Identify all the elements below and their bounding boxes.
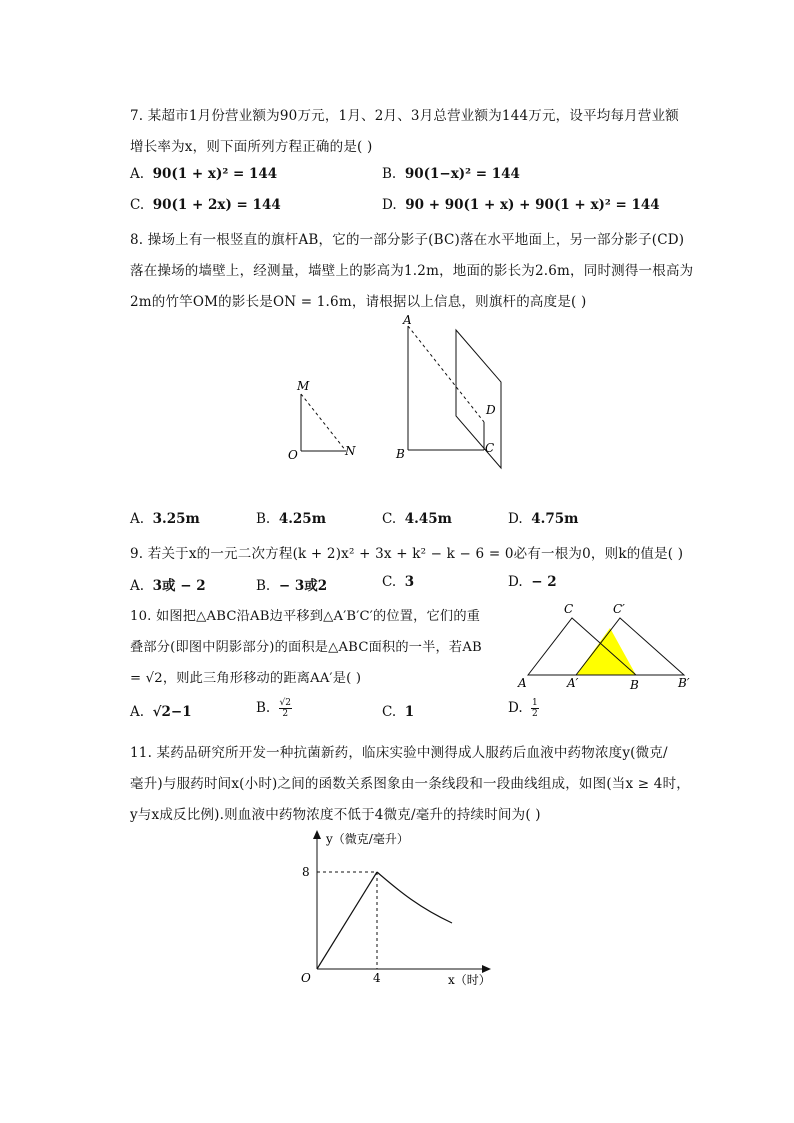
q10-stem-line2: 叠部分(即图中阴影部分)的面积是△ABC面积的一半，若AB [130,640,482,655]
fraction-1-over-2: $\frac{1}{2}$ [531,698,538,719]
label-b: B [396,447,405,461]
q9-option-a[interactable]: A. 3或 − 2 [130,578,206,594]
q7-option-a[interactable]: A. 90(1 + x)² = 144 [130,166,278,182]
label-b-prime: B′ [678,676,690,690]
origin-label: O [301,971,311,985]
q7-option-c[interactable]: C. 90(1 + 2x) = 144 [130,197,281,213]
label-m: M [297,379,310,393]
label-n: N [345,444,356,458]
fraction-sqrt2-over-2: $\frac{√2}{2}$ [279,698,291,719]
q7-option-b[interactable]: B. 90(1−x)² = 144 [382,166,520,182]
q8-stem-line3: 2m的竹竿OM的影长是ON = 1.6m，请根据以上信息，则旗杆的高度是( ) [130,294,587,310]
y-axis-arrow [313,830,321,839]
q10-option-a[interactable]: A. √2−1 [130,704,192,720]
q11-stem-line2: 毫升)与服药时间x(小时)之间的函数关系图象由一条线段和一段曲线组成，如图(当x ≥ 4时， [130,776,690,792]
y-tick-8: 8 [302,865,310,879]
q10-option-b[interactable]: B. $\frac{√2}{2}$ [256,698,291,719]
q8-stem-line2: 落在操场的墙壁上，经测量，墙壁上的影高为1.2m，地面的影长为2.6m，同时测得一根高为 [130,263,694,279]
linear-segment [317,872,377,969]
wall [456,330,501,468]
label-c-prime: C′ [613,602,625,616]
label-a-prime: A′ [567,676,579,690]
q8-stem-line1: 8. 操场上有一根竖直的旗杆AB，它的一部分影子(BC)落在水平地面上，另一部分影子(CD) [130,232,685,248]
q9-stem-line1: 9. 若关于x的一元二次方程(k + 2)x² + 3x + k² − k − 6 = 0必有一根为0，则k的值是( ) [130,546,684,562]
label-a: A [403,313,412,327]
label-b: B [630,678,639,692]
label-a: A [518,676,527,690]
q10-option-d[interactable]: D. $\frac{1}{2}$ [508,698,538,719]
overlap-shaded-region [576,628,636,675]
q10-option-c[interactable]: C. 1 [382,704,415,720]
y-axis-label: y（微克/毫升） [326,832,409,846]
q7-stem-line1: 7. 某超市1月份营业额为90万元，1月、2月、3月总营业额为144万元，设平均每月营业额 [130,108,679,124]
q8-figure [280,308,520,478]
q9-option-c[interactable]: C. 3 [382,574,415,590]
ray-mn [301,394,346,451]
q11-graph [290,826,520,996]
q8-option-a[interactable]: A. 3.25m [130,511,200,527]
q10-stem-line3: = √2，则此三角形移动的距离AA′是( ) [130,671,362,686]
ray-ad [408,326,484,422]
q10-figure [512,598,702,698]
q8-option-b[interactable]: B. 4.25m [256,511,326,527]
inverse-curve [377,872,452,923]
q10-stem-line1: 10. 如图把△ABC沿AB边平移到△A′B′C′的位置，它们的重 [130,609,481,624]
label-c: C [564,602,574,616]
q8-option-d[interactable]: D. 4.75m [508,511,579,527]
q9-option-b[interactable]: B. − 3或2 [256,578,328,594]
x-axis-label: x（时） [448,973,491,987]
q7-option-d[interactable]: D. 90 + 90(1 + x) + 90(1 + x)² = 144 [382,197,660,213]
label-d: D [486,403,496,417]
label-c: C [485,441,495,455]
q8-option-c[interactable]: C. 4.45m [382,511,452,527]
x-tick-4: 4 [373,971,381,985]
label-o: O [288,448,298,462]
q11-stem-line3: y与x成反比例).则血液中药物浓度不低于4微克/毫升的持续时间为( ) [130,807,541,823]
x-axis-arrow [482,965,491,973]
q11-stem-line1: 11. 某药品研究所开发一种抗菌新药，临床实验中测得成人服药后血液中药物浓度y(微克/ [130,745,668,761]
q9-option-d[interactable]: D. − 2 [508,574,557,590]
q7-stem-line2: 增长率为x，则下面所列方程正确的是( ) [130,139,373,155]
